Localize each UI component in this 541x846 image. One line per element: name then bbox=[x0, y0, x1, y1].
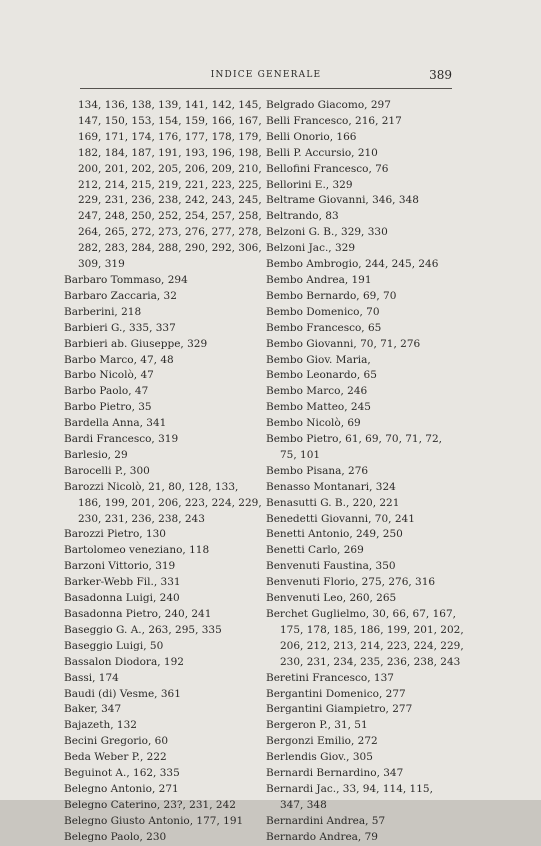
entry-first-line: Benasso Montanari, 324 bbox=[266, 480, 396, 493]
entry-first-line: Bembo Domenico, 70 bbox=[266, 305, 380, 318]
entry-first-line: Belli P. Accursio, 210 bbox=[266, 146, 378, 159]
index-entry bbox=[266, 830, 456, 846]
index-entry bbox=[64, 464, 260, 480]
index-entry bbox=[64, 368, 260, 384]
index-entry bbox=[266, 766, 456, 782]
entry-first-line: Bembo Marco, 246 bbox=[266, 385, 368, 398]
entry-first-line: Belzoni Jac., 329 bbox=[266, 242, 356, 255]
index-entry bbox=[266, 353, 456, 369]
index-entry bbox=[266, 814, 456, 830]
entry-continuation-line: 230, 231, 234, 235, 236, 238, 243 bbox=[280, 655, 461, 668]
entry-first-line: Bernardi Bernardino, 347 bbox=[266, 767, 404, 780]
entry-first-line: Bergantini Domenico, 277 bbox=[266, 687, 406, 700]
index-entry bbox=[64, 671, 260, 687]
entry-continuation-line: 229, 231, 236, 238, 242, 243, 245, bbox=[78, 194, 262, 207]
entry-first-line: Barbo Marco, 47, 48 bbox=[64, 353, 174, 366]
running-title: INDICE GENERALE bbox=[210, 70, 322, 80]
index-entry bbox=[266, 718, 456, 734]
index-entry bbox=[266, 575, 456, 591]
index-entry bbox=[266, 225, 456, 241]
entry-first-line: Barozzi Nicolò, 21, 80, 128, 133, bbox=[64, 480, 239, 493]
entry-first-line: Belli Francesco, 216, 217 bbox=[266, 114, 402, 127]
entry-continuation-line: 282, 283, 284, 288, 290, 292, 306, bbox=[78, 242, 262, 255]
page-number: 389 bbox=[429, 68, 452, 82]
entry-first-line: Baudi (di) Vesme, 361 bbox=[64, 687, 181, 700]
index-entry bbox=[64, 559, 260, 575]
index-entry bbox=[64, 225, 260, 241]
index-entry bbox=[64, 687, 260, 703]
index-entry bbox=[266, 257, 456, 273]
index-column-right bbox=[266, 98, 464, 846]
entry-continuation-line: 186, 199, 201, 206, 223, 224, 229, bbox=[78, 496, 262, 509]
index-entry bbox=[64, 289, 260, 305]
index-entry bbox=[64, 400, 260, 416]
index-entry bbox=[64, 305, 260, 321]
entry-first-line: Barbieri G., 335, 337 bbox=[64, 321, 176, 334]
entry-first-line: Basadonna Pietro, 240, 241 bbox=[64, 608, 212, 620]
entry-first-line: Bardi Francesco, 319 bbox=[64, 433, 179, 446]
index-entry bbox=[64, 448, 260, 464]
index-entry bbox=[64, 146, 260, 162]
entry-first-line: Bembo Andrea, 191 bbox=[266, 273, 372, 286]
entry-first-line: Bembo Nicolò, 69 bbox=[266, 417, 361, 430]
entry-first-line: Baseggio Luigi, 50 bbox=[64, 639, 164, 652]
entry-continuation-line: 147, 150, 153, 154, 159, 166, 167, bbox=[78, 114, 262, 127]
index-entry bbox=[266, 464, 456, 480]
index-entry bbox=[64, 337, 260, 353]
index-entry bbox=[266, 416, 456, 432]
index-entry bbox=[64, 241, 260, 257]
index-entry bbox=[266, 241, 456, 257]
entry-first-line: Benetti Carlo, 269 bbox=[266, 544, 364, 557]
index-entry bbox=[266, 337, 456, 353]
index-entry bbox=[64, 384, 260, 400]
entry-first-line: Barbo Nicolò, 47 bbox=[64, 369, 154, 382]
index-entry bbox=[64, 607, 260, 623]
index-entry bbox=[266, 146, 456, 162]
index-entry bbox=[266, 130, 456, 146]
entry-first-line: Belegno Paolo, 230 bbox=[64, 830, 167, 843]
entry-continuation-line: 175, 178, 185, 186, 199, 201, 202, bbox=[280, 623, 464, 636]
entry-first-line: Bajazeth, 132 bbox=[64, 719, 137, 732]
index-entry bbox=[64, 257, 260, 273]
entry-continuation-line: 247, 248, 250, 252, 254, 257, 258, bbox=[78, 210, 262, 223]
index-entry bbox=[266, 734, 456, 750]
index-entry bbox=[64, 798, 260, 814]
entry-first-line: Beda Weber P., 222 bbox=[64, 751, 167, 764]
entry-continuation-line: 182, 184, 187, 191, 193, 196, 198, bbox=[78, 146, 262, 159]
entry-first-line: Bernardini Andrea, 57 bbox=[266, 814, 386, 827]
entry-first-line: Barlesio, 29 bbox=[64, 448, 128, 461]
index-entry bbox=[266, 400, 456, 416]
entry-first-line: Bassi, 174 bbox=[64, 671, 119, 684]
index-entry bbox=[64, 193, 260, 209]
index-entry bbox=[64, 718, 260, 734]
index-entry bbox=[64, 782, 260, 798]
entry-first-line: Benvenuti Faustina, 350 bbox=[266, 560, 396, 573]
entry-first-line: Bellorini E., 329 bbox=[266, 178, 353, 191]
index-entry bbox=[266, 193, 456, 209]
index-entry bbox=[266, 543, 456, 559]
index-entry bbox=[64, 830, 260, 846]
entry-continuation-line: 134, 136, 138, 139, 141, 142, 145, bbox=[78, 99, 262, 111]
index-entry bbox=[64, 575, 260, 591]
index-entry bbox=[266, 512, 456, 528]
index-entry bbox=[64, 209, 260, 225]
entry-first-line: Bergantini Giampietro, 277 bbox=[266, 703, 413, 716]
index-entry bbox=[266, 702, 456, 718]
index-entry bbox=[64, 273, 260, 289]
index-entry bbox=[64, 114, 260, 130]
entry-first-line: Bernardi Jac., 33, 94, 114, 115, bbox=[266, 782, 433, 795]
index-entry bbox=[266, 480, 456, 496]
index-entry bbox=[64, 527, 260, 543]
entry-first-line: Berlendis Giov., 305 bbox=[266, 751, 373, 764]
entry-first-line: Beltrando, 83 bbox=[266, 210, 339, 223]
entry-first-line: Belli Onorio, 166 bbox=[266, 130, 357, 143]
entry-first-line: Bassalon Diodora, 192 bbox=[64, 655, 184, 668]
index-entry bbox=[64, 353, 260, 369]
entry-first-line: Bembo Matteo, 245 bbox=[266, 401, 371, 414]
entry-first-line: Barbo Paolo, 47 bbox=[64, 385, 149, 398]
entry-first-line: Barker-Webb Fil., 331 bbox=[64, 576, 181, 589]
index-entry bbox=[266, 496, 456, 512]
index-entry bbox=[266, 209, 456, 225]
index-entry bbox=[64, 98, 260, 114]
entry-first-line: Baseggio G. A., 263, 295, 335 bbox=[64, 623, 222, 636]
index-column-left bbox=[64, 98, 260, 846]
entry-continuation-line: 206, 212, 213, 214, 223, 224, 229, bbox=[280, 639, 464, 652]
index-entry bbox=[266, 162, 456, 178]
entry-first-line: Belgrado Giacomo, 297 bbox=[266, 99, 391, 111]
entry-first-line: Bernardo Andrea, 79 bbox=[266, 830, 378, 843]
entry-first-line: Belegno Giusto Antonio, 177, 191 bbox=[64, 814, 244, 827]
entry-first-line: Barozzi Pietro, 130 bbox=[64, 528, 166, 541]
entry-first-line: Basadonna Luigi, 240 bbox=[64, 592, 180, 605]
index-entry bbox=[266, 527, 456, 543]
index-entry bbox=[64, 655, 260, 671]
entry-first-line: Bembo Ambrogio, 244, 245, 246 bbox=[266, 258, 439, 271]
entry-first-line: Belzoni G. B., 329, 330 bbox=[266, 226, 388, 239]
entry-first-line: Barberini, 218 bbox=[64, 305, 142, 318]
entry-first-line: Barzoni Vittorio, 319 bbox=[64, 560, 176, 573]
entry-continuation-line: 212, 214, 215, 219, 221, 223, 225, bbox=[78, 178, 262, 191]
index-entry bbox=[266, 782, 456, 814]
index-entry bbox=[64, 639, 260, 655]
entry-continuation-line: 200, 201, 202, 205, 206, 209, 210, bbox=[78, 162, 262, 175]
entry-continuation-line: 169, 171, 174, 176, 177, 178, 179, bbox=[78, 130, 262, 143]
index-entry bbox=[266, 289, 456, 305]
index-entry bbox=[64, 432, 260, 448]
index-entry bbox=[64, 480, 260, 528]
entry-first-line: Benasutti G. B., 220, 221 bbox=[266, 496, 400, 509]
entry-first-line: Bembo Francesco, 65 bbox=[266, 321, 382, 334]
index-entry bbox=[266, 384, 456, 400]
entry-first-line: Beguinot A., 162, 335 bbox=[64, 767, 180, 780]
index-entry bbox=[266, 178, 456, 194]
index-entry bbox=[64, 130, 260, 146]
index-entry bbox=[64, 623, 260, 639]
entry-first-line: Benvenuti Florio, 275, 276, 316 bbox=[266, 576, 436, 589]
index-entry bbox=[266, 687, 456, 703]
entry-first-line: Bembo Giov. Maria, bbox=[266, 353, 371, 366]
entry-first-line: Barbaro Zaccaria, 32 bbox=[64, 289, 177, 302]
index-entry bbox=[64, 178, 260, 194]
entry-first-line: Barbo Pietro, 35 bbox=[64, 401, 152, 414]
entry-continuation-line: 230, 231, 236, 238, 243 bbox=[78, 512, 205, 525]
entry-first-line: Bellofini Francesco, 76 bbox=[266, 162, 389, 175]
index-entry bbox=[266, 607, 464, 671]
index-entry bbox=[64, 766, 260, 782]
index-entry bbox=[266, 591, 456, 607]
index-entry bbox=[64, 814, 260, 830]
entry-first-line: Bardella Anna, 341 bbox=[64, 417, 167, 430]
index-entry bbox=[266, 321, 456, 337]
entry-continuation-line: 264, 265, 272, 273, 276, 277, 278, bbox=[78, 226, 262, 239]
entry-continuation-line: 347, 348 bbox=[280, 798, 327, 811]
index-entry bbox=[64, 702, 260, 718]
index-entry bbox=[64, 416, 260, 432]
page-header bbox=[80, 66, 452, 89]
entry-first-line: Barocelli P., 300 bbox=[64, 464, 150, 477]
entry-first-line: Becini Gregorio, 60 bbox=[64, 735, 169, 748]
entry-first-line: Bembo Bernardo, 69, 70 bbox=[266, 289, 397, 302]
index-entry bbox=[266, 273, 456, 289]
entry-first-line: Benedetti Giovanni, 70, 241 bbox=[266, 512, 415, 525]
index-entry bbox=[64, 734, 260, 750]
entry-first-line: Bartolomeo veneziano, 118 bbox=[64, 544, 210, 557]
index-entry bbox=[266, 368, 456, 384]
entry-first-line: Bembo Giovanni, 70, 71, 276 bbox=[266, 337, 421, 350]
index-entry bbox=[266, 98, 456, 114]
index-entry bbox=[266, 305, 456, 321]
entry-first-line: Bembo Pisana, 276 bbox=[266, 464, 369, 477]
index-entry bbox=[64, 591, 260, 607]
index-entry bbox=[64, 162, 260, 178]
entry-first-line: Belegno Antonio, 271 bbox=[64, 782, 179, 795]
entry-first-line: Bembo Leonardo, 65 bbox=[266, 369, 377, 382]
entry-continuation-line: 75, 101 bbox=[280, 448, 321, 461]
index-entry bbox=[266, 114, 456, 130]
entry-first-line: Bergeron P., 31, 51 bbox=[266, 719, 368, 732]
index-entry bbox=[64, 543, 260, 559]
entry-first-line: Belegno Caterino, 23?, 231, 242 bbox=[64, 798, 236, 811]
index-entry bbox=[266, 671, 456, 687]
entry-first-line: Beltrame Giovanni, 346, 348 bbox=[266, 194, 419, 207]
entry-first-line: Benetti Antonio, 249, 250 bbox=[266, 528, 403, 541]
index-entry bbox=[266, 432, 456, 464]
entry-continuation-line: 309, 319 bbox=[78, 258, 125, 271]
entry-first-line: Benvenuti Leo, 260, 265 bbox=[266, 592, 397, 605]
entry-first-line: Bembo Pietro, 61, 69, 70, 71, 72, bbox=[266, 433, 442, 446]
index-entry bbox=[266, 750, 456, 766]
index-entry bbox=[64, 321, 260, 337]
index-entry bbox=[64, 750, 260, 766]
entry-first-line: Barbieri ab. Giuseppe, 329 bbox=[64, 337, 208, 350]
entry-first-line: Beretini Francesco, 137 bbox=[266, 671, 394, 684]
entry-first-line: Bergonzi Emilio, 272 bbox=[266, 735, 378, 748]
index-entry bbox=[266, 559, 456, 575]
entry-first-line: Berchet Guglielmo, 30, 66, 67, 167, bbox=[266, 608, 456, 620]
entry-first-line: Baker, 347 bbox=[64, 703, 122, 716]
entry-first-line: Barbaro Tommaso, 294 bbox=[64, 273, 188, 286]
